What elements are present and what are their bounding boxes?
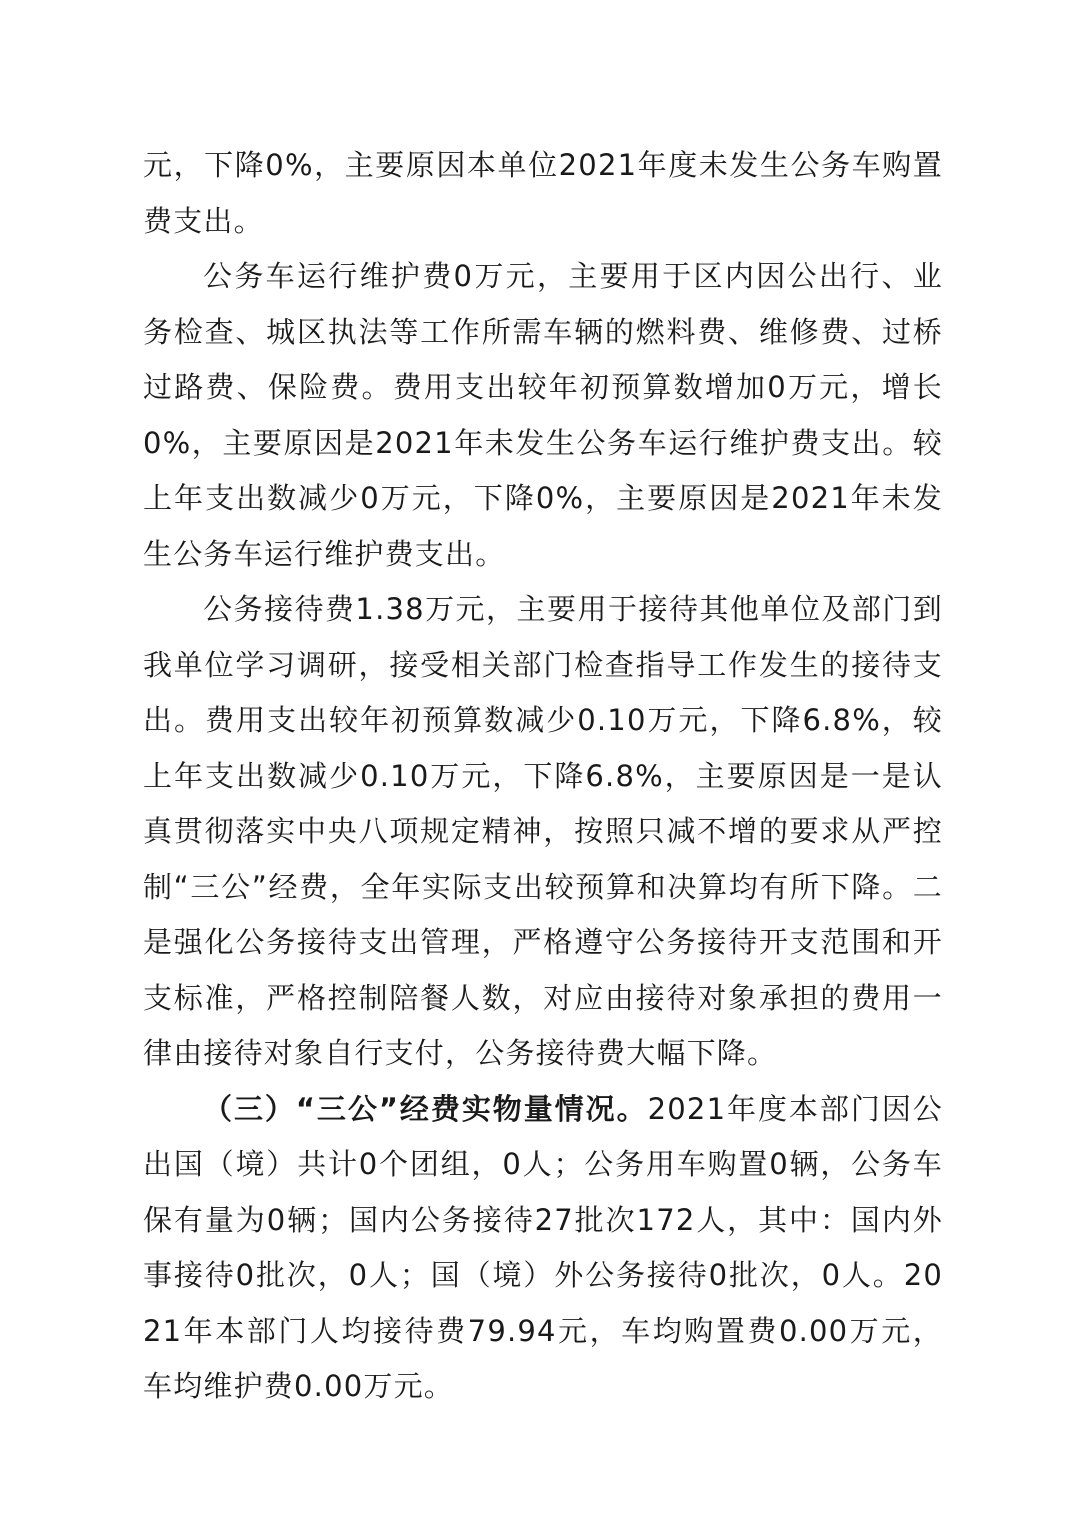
paragraph-reception-expenses: 公务接待费1.38万元，主要用于接待其他单位及部门到我单位学习调研，接受相关部门检查指导工作发生的接待支出。费用支出较年初预算数减少0.10万元，下降6.8%，较上年支出数减少0.10万元，下降6.8%，主要原因是一是认真贯彻落实中央八项规定精神，按照只减不增的要求从严控制“三公”经费，全年实际支出较预算和决算均有所下降。二是强化公务接待支出管理，严格遵守公务接待开支范围和开支标准，严格控制陪餐人数，对应由接待对象承担的费用一律由接待对象自行支付，公务接待费大幅下降。 xyxy=(143,592,943,1070)
paragraph-vehicle-purchase-continued: 元，下降0%，主要原因本单位2021年度未发生公务车购置费支出。 xyxy=(143,148,943,238)
paragraph-text: 2021年度本部门因公出国（境）共计0个团组，0人；公务用车购置0辆，公务车保有量为0辆；国内公务接待27批次172人，其中：国内外事接待0批次，0人；国（境）外公务接待0批次，0人。2021年本部门人均接待费79.94元，车均购置费0.00万元，车均维护费0.00万元。 xyxy=(143,1091,943,1403)
document-body xyxy=(143,138,943,1415)
section-heading: （三）“三公”经费实物量情况。 xyxy=(203,1091,648,1126)
paragraph-vehicle-maintenance: 公务车运行维护费0万元，主要用于区内因公出行、业务检查、城区执法等工作所需车辆的燃料费、维修费、过桥过路费、保险费。费用支出较年初预算数增加0万元，增长0%，主要原因是2021年未发生公务车运行维护费支出。较上年支出数减少0万元，下降0%，主要原因是2021年未发生公务车运行维护费支出。 xyxy=(143,259,943,571)
paragraph-physical-quantity xyxy=(143,1082,943,1415)
